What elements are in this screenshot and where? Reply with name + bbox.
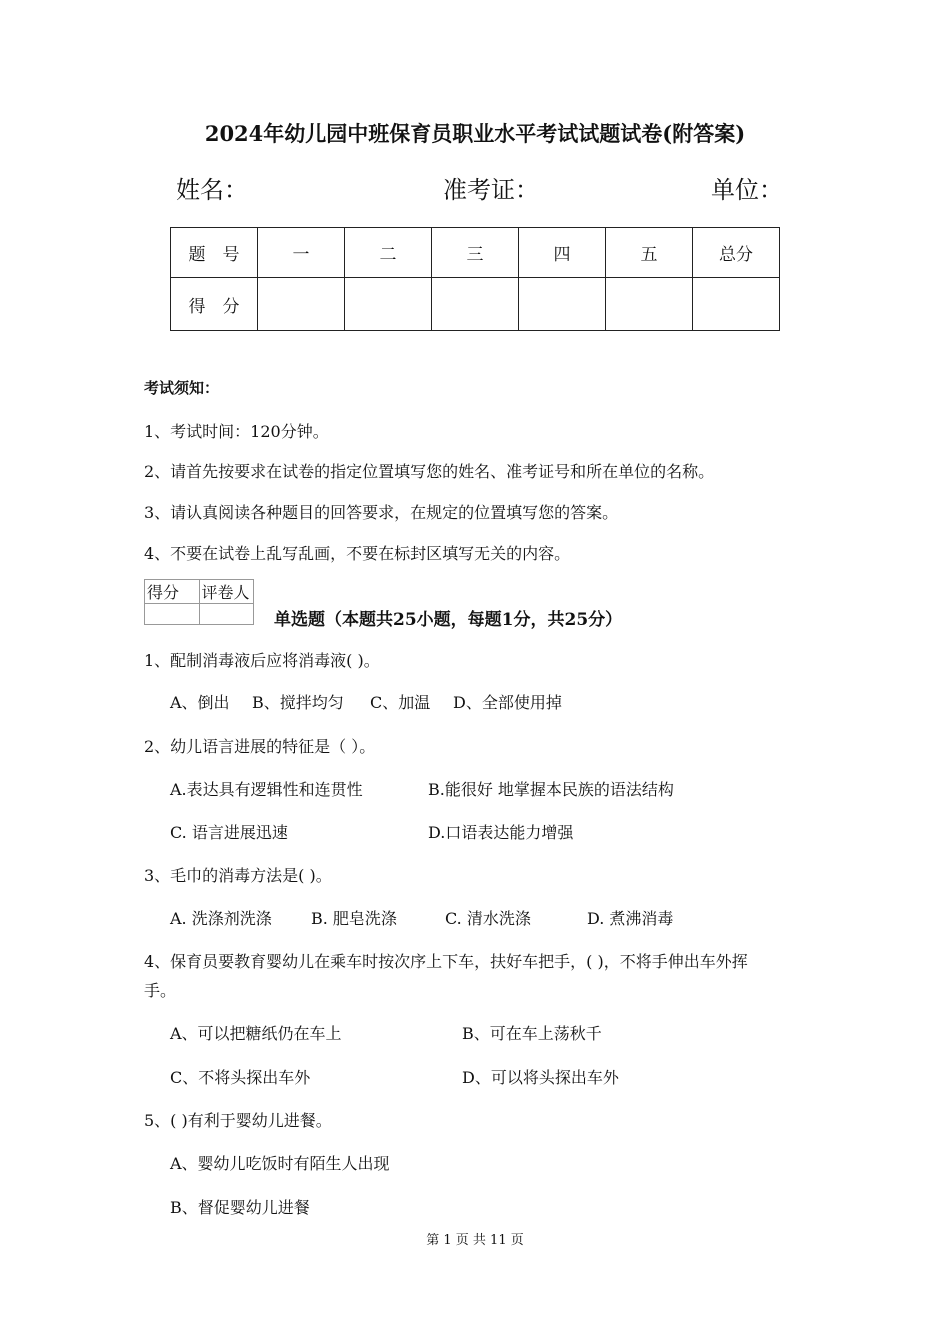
option: C、不将头探出车外 [170,1068,311,1087]
score-cell: 总分 [693,228,780,278]
notice-item: 1、考试时间：120分钟。 [144,422,329,441]
grader-reviewer-label: 评卷人 [199,580,254,604]
option: C. 清水洗涤 [445,909,531,928]
notice-item: 3、请认真阅读各种题目的回答要求，在规定的位置填写您的答案。 [144,503,619,522]
question-stem: 5、( )有利于婴幼儿进餐。 [144,1111,332,1130]
score-cell: 题 号 [171,228,258,278]
option: B、搅拌均匀 [252,693,344,712]
score-table-header-row [171,228,780,278]
score-input-cell[interactable] [432,278,519,331]
notice-item: 2、请首先按要求在试卷的指定位置填写您的姓名、准考证号和所在单位的名称。 [144,462,715,481]
score-table [170,227,780,331]
option: B. 肥皂洗涤 [311,909,397,928]
question-stem: 2、幼儿语言进展的特征是（ ）。 [144,737,376,756]
question-stem: 3、毛巾的消毒方法是( )。 [144,866,332,885]
score-cell: 一 [258,228,345,278]
option: A、可以把糖纸仍在车上 [170,1024,342,1043]
score-input-cell[interactable] [693,278,780,331]
notice-item: 4、不要在试卷上乱写乱画，不要在标封区填写无关的内容。 [144,544,571,563]
option: B、可在车上荡秋千 [462,1024,602,1043]
question-stem: 1、配制消毒液后应将消毒液( )。 [144,651,380,670]
page-footer: 第 1 页 共 11 页 [426,1233,524,1248]
score-cell: 四 [519,228,606,278]
question-stem-continued: 手。 [144,981,177,1000]
score-input-cell[interactable] [258,278,345,331]
option: B.能很好 地掌握本民族的语法结构 [428,780,674,799]
option: D、全部使用掉 [453,693,562,712]
option: A. 洗涤剂洗涤 [170,909,272,928]
score-cell: 三 [432,228,519,278]
option: A.表达具有逻辑性和连贯性 [170,780,363,799]
grader-score-label: 得分 [145,580,200,604]
option: C. 语言进展迅速 [170,823,288,842]
notice-heading: 考试须知： [144,379,220,397]
score-cell: 五 [606,228,693,278]
name-label: 姓名： [176,176,248,204]
option: A、婴幼儿吃饭时有陌生人出现 [170,1154,390,1173]
option: D. 煮沸消毒 [587,909,674,928]
option: D、可以将头探出车外 [462,1068,619,1087]
option: A、倒出 [170,693,230,712]
score-input-cell[interactable] [606,278,693,331]
score-row-label: 得 分 [171,278,258,331]
section-title: 单选题（本题共25小题，每题1分，共25分） [274,610,623,630]
score-cell: 二 [345,228,432,278]
option: C、加温 [370,693,431,712]
option: B、督促婴幼儿进餐 [170,1198,310,1217]
grader-score-cell[interactable] [145,604,200,625]
score-input-cell[interactable] [519,278,606,331]
option: D.口语表达能力增强 [428,823,574,842]
question-stem: 4、保育员要教育婴幼儿在乘车时按次序上下车，扶好车把手，( )，不将手伸出车外挥 [144,952,748,971]
grader-box [144,579,254,625]
grader-reviewer-cell[interactable] [199,604,254,625]
page-title: 2024年幼儿园中班保育员职业水平考试试题试卷(附答案) [204,121,746,146]
score-table-score-row [171,278,780,331]
unit-label: 单位： [711,176,783,204]
exam-id-label: 准考证： [443,176,539,204]
score-input-cell[interactable] [345,278,432,331]
